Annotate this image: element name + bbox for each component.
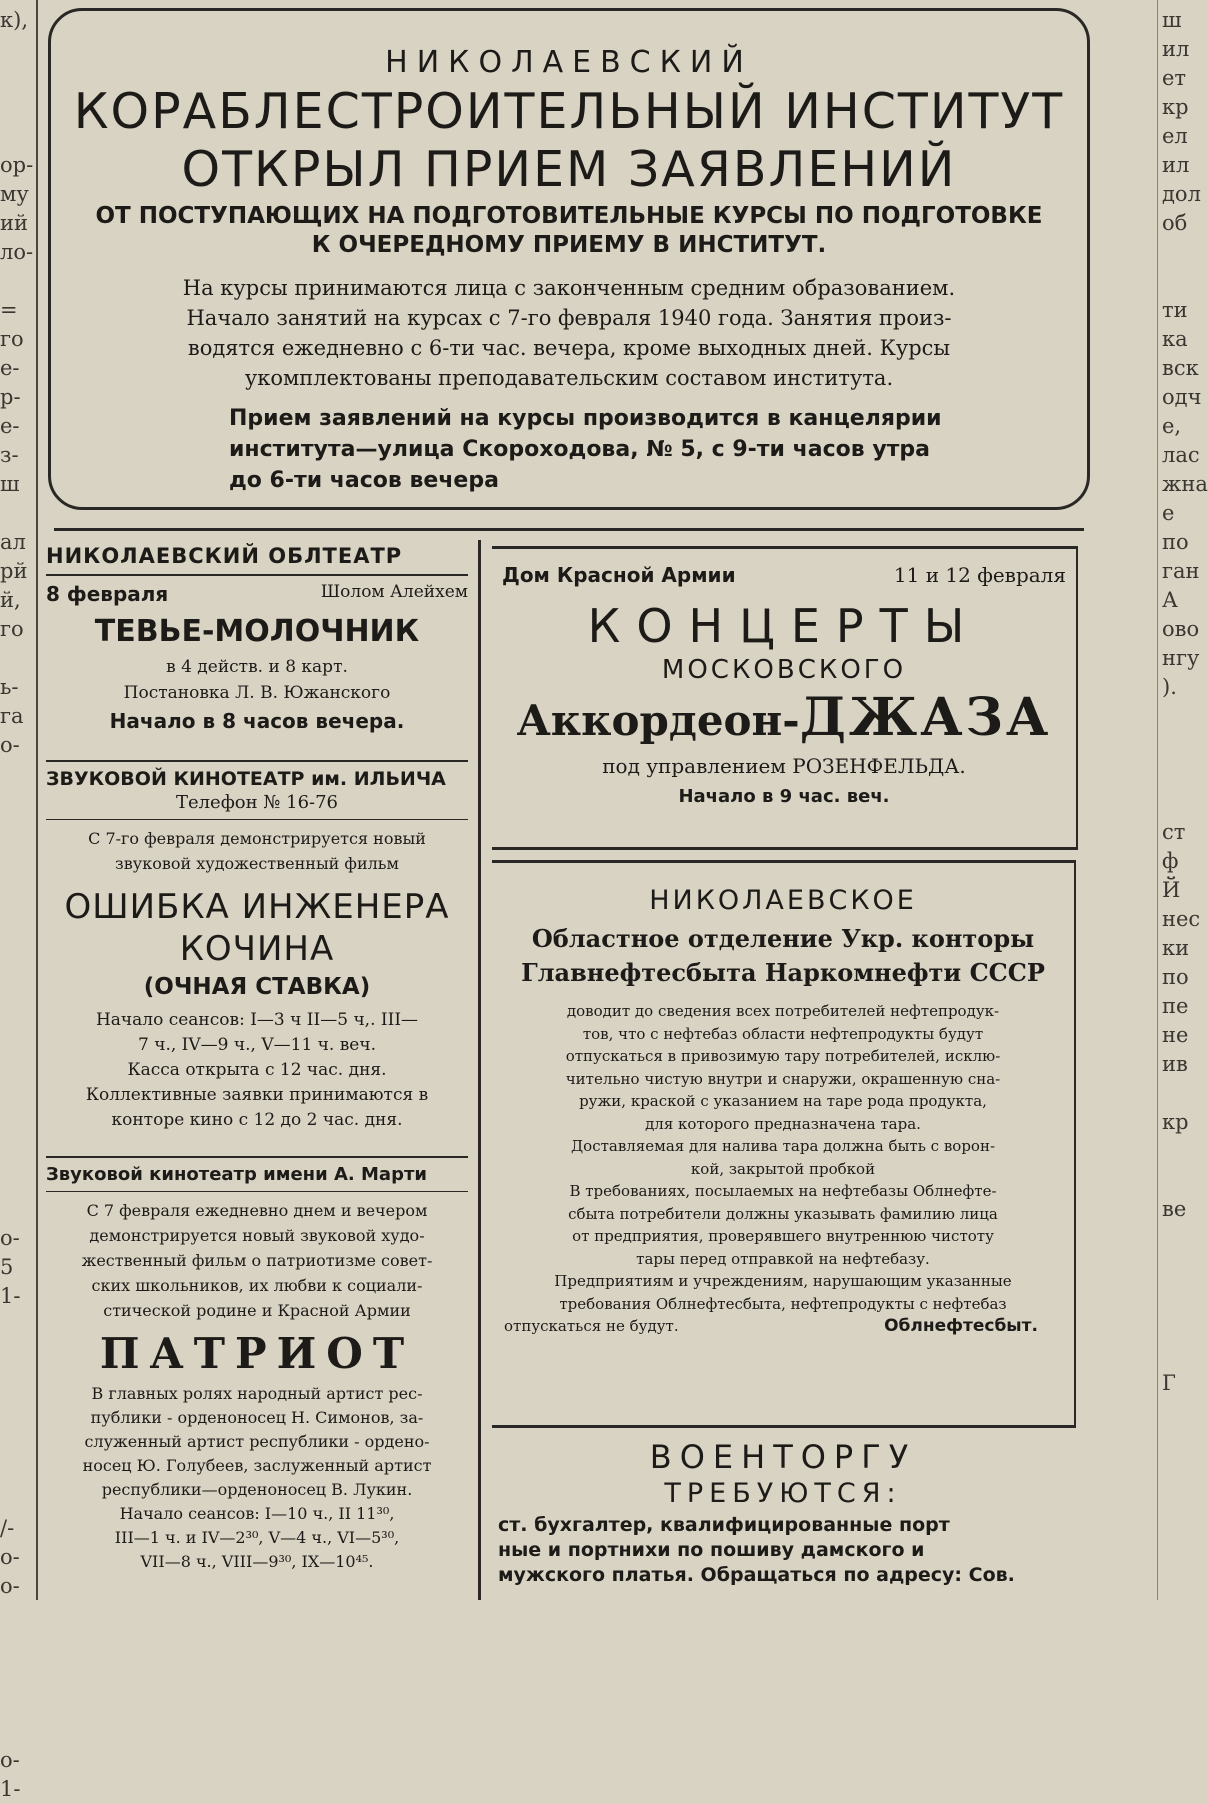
gutter-fragment: ф <box>1162 849 1179 873</box>
gutter-fragment <box>1162 238 1200 267</box>
text-line: В главных ролях народный артист рес- <box>91 1384 423 1403</box>
text-line: ст. бухгалтер, квалифицированные порт <box>498 1514 950 1536</box>
concert-conductor: под управлением РОЗЕНФЕЛЬДА. <box>602 754 966 778</box>
divider-rule <box>54 528 1084 531</box>
text-line: тов, что с нефтебаз области нефтепродукты будут <box>582 1024 984 1043</box>
gutter-fragment <box>0 905 36 934</box>
gutter-fragment <box>0 1108 36 1137</box>
gutter-fragment: ). <box>1162 675 1177 699</box>
cinema-marti-intro <box>46 1198 468 1323</box>
text-line: мужского платья. Обращаться по адресу: Сов. <box>498 1564 1015 1586</box>
text-line: носец Ю. Голубеев, заслуженный артист <box>82 1456 432 1475</box>
gutter-fragment <box>0 1079 36 1108</box>
gutter-fragment <box>0 1311 36 1340</box>
text-line: конторе кино с 12 до 2 час. дня. <box>111 1110 403 1130</box>
gutter-fragment <box>1162 267 1200 296</box>
concert-line2: МОСКОВСКОГО <box>661 655 907 685</box>
gutter-fragment: ет <box>1162 66 1187 90</box>
theatre-staging: Постановка Л. В. Южанского <box>123 683 391 703</box>
theatre-header: НИКОЛАЕВСКИЙ ОБЛТЕАТР <box>46 544 468 576</box>
gutter-fragment: одч <box>1162 385 1202 409</box>
gutter-fragment <box>0 760 36 789</box>
gutter-fragment: нес <box>1162 907 1201 931</box>
text-line: Начало сеансов: I—3 ч II—5 ч,. III— <box>95 1010 419 1030</box>
voentorg-header: ВОЕНТОРГУ <box>649 1438 917 1476</box>
gutter-fragment: по <box>1162 530 1189 554</box>
gutter-fragment: лас <box>1162 443 1200 467</box>
gutter-fragment: ово <box>1162 617 1200 641</box>
body-line: укомплектованы преподавательским составом института. <box>244 366 894 390</box>
text-line: тары перед отправкой на нефтебазу. <box>636 1249 930 1268</box>
gutter-fragment: р- <box>0 385 21 409</box>
gutter-fragment <box>1162 1137 1200 1166</box>
gutter-fragment: жна <box>1162 472 1208 496</box>
text-line: демонстрируется новый звуковой худо- <box>89 1226 425 1245</box>
institute-name-line: НИКОЛАЕВСКИЙ <box>385 45 753 80</box>
gutter-fragment <box>0 644 36 673</box>
gutter-fragment <box>0 1195 36 1224</box>
cinema-ilyich-ad <box>46 768 468 1133</box>
gutter-fragment: ло- <box>0 240 34 264</box>
gutter-fragment: /- <box>0 1516 15 1540</box>
text-line: чительно чистую внутри и снаружи, окрашенную сна- <box>565 1069 1001 1088</box>
gutter-fragment <box>1162 1253 1200 1282</box>
gutter-fragment <box>0 934 36 963</box>
gutter-fragment: ор- <box>0 153 34 177</box>
left-gutter-column <box>0 0 38 1801</box>
title-line: Областное отделение Укр. конторы <box>531 924 1035 953</box>
gutter-fragment <box>0 992 36 1021</box>
theatre-date: 8 февраля <box>46 582 169 606</box>
cinema-ilyich-film-subtitle: (ОЧНАЯ СТАВКА) <box>143 974 371 1000</box>
gutter-fragment: ш <box>1162 8 1182 32</box>
gutter-fragment: 5 <box>0 1255 14 1279</box>
gutter-fragment <box>0 267 36 296</box>
voentorg-ad <box>492 1432 1074 1588</box>
text-line: ружи, краской с указанием на таре рода продукта, <box>579 1092 987 1110</box>
right-gutter-column <box>1157 0 1208 1600</box>
oil-notice <box>492 860 1076 1428</box>
gutter-fragment: ий <box>0 211 28 235</box>
gutter-fragment: об <box>1162 211 1188 235</box>
voentorg-body <box>492 1513 1074 1588</box>
concert-line3 <box>492 687 1076 748</box>
gutter-fragment <box>1162 1079 1200 1108</box>
gutter-fragment: го <box>0 617 24 641</box>
gutter-fragment <box>1162 760 1200 789</box>
gutter-fragment: ки <box>1162 936 1190 960</box>
gutter-fragment: го <box>0 327 24 351</box>
text-line: требования Облнефтесбыта, нефтепродукты с нефтебаз <box>559 1294 1007 1313</box>
text-line: С 7-го февраля демонстрируется новый <box>88 829 426 848</box>
text-line: III—1 ч. и IV—2³⁰, V—4 ч., VI—5³⁰, <box>114 1528 400 1547</box>
gutter-fragment: 1- <box>0 1284 21 1308</box>
cinema-ilyich-intro <box>46 826 468 876</box>
bold-line: Прием заявлений на курсы производится в канцелярии <box>229 406 942 431</box>
gutter-fragment: к), <box>0 8 28 32</box>
gutter-fragment: е <box>1162 501 1175 525</box>
oil-header: НИКОЛАЕВСКОЕ <box>649 885 917 916</box>
gutter-fragment: е, <box>1162 414 1182 438</box>
gutter-fragment: ка <box>1162 327 1188 351</box>
gutter-fragment: о- <box>0 1748 20 1772</box>
gutter-fragment: ган <box>1162 559 1200 583</box>
gutter-fragment: ел <box>1162 124 1188 148</box>
gutter-fragment <box>1162 1340 1200 1369</box>
divider-rule <box>46 760 468 762</box>
gutter-fragment: ш <box>0 472 20 496</box>
institute-title: КОРАБЛЕСТРОИТЕЛЬНЫЙ ИНСТИТУТ <box>73 83 1065 140</box>
text-line: доводит до сведения всех потребителей нефтепродук- <box>566 1002 1000 1020</box>
gutter-fragment <box>0 1717 36 1746</box>
cinema-ilyich-phone: Телефон № 16-76 <box>175 792 339 813</box>
cinema-marti-ad <box>46 1164 468 1574</box>
gutter-fragment <box>0 1630 36 1659</box>
text-line: сбыта потребители должны указывать фамилию лица <box>568 1204 998 1223</box>
oil-signature: Облнефтесбыт. <box>884 1316 1038 1336</box>
film-title-line: КОЧИНА <box>179 929 335 969</box>
film-title-line: ОШИБКА ИНЖЕНЕРА <box>64 887 450 927</box>
cinema-ilyich-header: ЗВУКОВОЙ КИНОТЕАТР им. ИЛЬИЧА <box>46 768 446 790</box>
gutter-fragment: кр <box>1162 1110 1189 1134</box>
body-line: водятся ежедневно с 6-ти час. вечера, кроме выходных дней. Курсы <box>187 336 951 360</box>
gutter-fragment <box>0 1369 36 1398</box>
text-line: Коллективные заявки принимаются в <box>85 1085 429 1105</box>
text-line: публики - орденоносец Н. Симонов, за- <box>90 1408 424 1427</box>
gutter-fragment: ал <box>0 530 26 554</box>
gutter-fragment <box>0 1456 36 1485</box>
concert-ad <box>492 546 1078 850</box>
text-line: жественный фильм о патриотизме совет- <box>81 1251 433 1270</box>
cinema-marti-header: Звуковой кинотеатр имени А. Марти <box>46 1164 428 1185</box>
text-line: Начало сеансов: I—10 ч., II 11³⁰, <box>119 1504 395 1523</box>
gutter-fragment <box>0 1137 36 1166</box>
gutter-fragment <box>0 847 36 876</box>
theatre-acts: в 4 действ. и 8 карт. <box>166 657 348 677</box>
institute-opened-line: ОТКРЫЛ ПРИЕМ ЗАЯВЛЕНИЙ <box>181 141 957 198</box>
text-line: Предприятиям и учреждениям, нарушающим указанные <box>554 1272 1012 1290</box>
cinema-marti-cast <box>46 1382 468 1574</box>
institute-ad <box>48 8 1090 510</box>
newspaper-page <box>40 0 1154 1600</box>
gutter-fragment: ст <box>1162 820 1186 844</box>
gutter-fragment <box>1162 1282 1200 1311</box>
cinema-ilyich-film-title <box>46 886 468 970</box>
concert-dates: 11 и 12 февраля <box>893 563 1066 587</box>
gutter-fragment: о- <box>0 1226 20 1250</box>
title-line: Главнефтесбыта Наркомнефти СССР <box>521 958 1045 987</box>
body-line: На курсы принимаются лица с законченным средним образованием. <box>182 276 956 300</box>
gutter-fragment <box>0 1166 36 1195</box>
gutter-fragment: = <box>0 298 18 322</box>
gutter-fragment <box>0 122 36 151</box>
gutter-fragment <box>0 789 36 818</box>
gutter-fragment: не <box>1162 1023 1189 1047</box>
gutter-fragment <box>0 1688 36 1717</box>
institute-body <box>71 273 1067 393</box>
cinema-marti-film-title: ПАТРИОТ <box>99 1329 415 1378</box>
gutter-fragment <box>1162 702 1200 731</box>
bold-line: до 6-ти часов вечера <box>229 468 499 493</box>
text-line: от предприятия, проверявшего внутреннюю чистоту <box>572 1227 994 1245</box>
gutter-fragment <box>0 1021 36 1050</box>
gutter-fragment <box>0 876 36 905</box>
column-divider <box>478 540 481 1600</box>
gutter-fragment: по <box>1162 965 1189 989</box>
gutter-fragment: ил <box>1162 153 1190 177</box>
text-line: для которого предназначена тара. <box>645 1114 921 1133</box>
gutter-fragment: ив <box>1162 1052 1188 1076</box>
concert-accordion: Аккордеон- <box>516 696 800 745</box>
theatre-author: Шолом Алейхем <box>320 582 468 602</box>
gutter-fragment: ь- <box>0 675 19 699</box>
gutter-fragment: 1- <box>0 1777 21 1801</box>
gutter-fragment <box>0 1485 36 1514</box>
text-line: 7 ч., IV—9 ч., V—11 ч. веч. <box>138 1035 376 1055</box>
institute-subtitle-1: ОТ ПОСТУПАЮЩИХ НА ПОДГОТОВИТЕЛЬНЫЕ КУРСЫ ПО ПОДГОТОВКЕ <box>95 203 1043 229</box>
gutter-fragment <box>0 1340 36 1369</box>
text-line: В требованиях, посылаемых на нефтебазы Облнефте- <box>569 1182 997 1200</box>
gutter-fragment: пе <box>1162 994 1189 1018</box>
gutter-fragment: й, <box>0 588 21 612</box>
gutter-fragment: е- <box>0 414 20 438</box>
theatre-play-title: ТЕВЬЕ-МОЛОЧНИК <box>94 614 420 649</box>
gutter-fragment <box>0 1050 36 1079</box>
gutter-fragment <box>0 1427 36 1456</box>
gutter-fragment <box>1162 1166 1200 1195</box>
gutter-fragment: е- <box>0 356 20 380</box>
text-line: отпускаться в привозимую тару потребителей, исклю- <box>565 1047 1001 1065</box>
gutter-fragment: кр <box>1162 95 1189 119</box>
text-line: стической родине и Красной Армии <box>103 1301 411 1320</box>
gutter-fragment <box>0 1601 36 1630</box>
gutter-fragment <box>0 499 36 528</box>
text-line: республики—орденоносец В. Лукин. <box>101 1480 413 1499</box>
gutter-fragment <box>0 93 36 122</box>
institute-subtitle-2: К ОЧЕРЕДНОМУ ПРИЕМУ В ИНСТИТУТ. <box>311 232 827 258</box>
oil-title <box>492 922 1074 990</box>
bold-line: института—улица Скороходова, № 5, с 9-ти часов утра <box>229 437 931 462</box>
text-line: отпускаться не будут. <box>504 1317 679 1335</box>
text-line: Касса открыта с 12 час. дня. <box>127 1060 387 1080</box>
text-line: кой, закрытой пробкой <box>690 1159 876 1178</box>
gutter-fragment <box>0 818 36 847</box>
text-line: ные и портнихи по пошиву дамского и <box>498 1539 925 1561</box>
text-line: VII—8 ч., VIII—9³⁰, IX—10⁴⁵. <box>140 1552 374 1571</box>
text-line: Доставляемая для налива тара должна быть с ворон- <box>570 1137 996 1155</box>
theatre-start: Начало в 8 часов вечера. <box>109 709 405 733</box>
gutter-fragment: вск <box>1162 356 1199 380</box>
theatre-ad <box>46 544 468 733</box>
gutter-fragment <box>0 64 36 93</box>
gutter-fragment: о- <box>0 1574 20 1598</box>
gutter-fragment: нгу <box>1162 646 1200 670</box>
gutter-fragment: о- <box>0 733 20 757</box>
gutter-fragment: з- <box>0 443 19 467</box>
text-line: звуковой художественный фильм <box>115 854 399 873</box>
gutter-fragment: А <box>1162 588 1178 612</box>
divider-rule <box>46 1156 468 1158</box>
gutter-fragment: Й <box>1162 878 1181 902</box>
gutter-fragment <box>1162 1311 1200 1340</box>
text-line: служенный артист республики - ордено- <box>84 1432 430 1451</box>
gutter-fragment <box>1162 789 1200 818</box>
gutter-fragment: ил <box>1162 37 1190 61</box>
gutter-fragment <box>0 963 36 992</box>
gutter-fragment: Г <box>1162 1371 1176 1395</box>
gutter-fragment <box>0 35 36 64</box>
gutter-fragment <box>1162 1224 1200 1253</box>
text-line: С 7 февраля ежедневно днем и вечером <box>86 1201 428 1220</box>
gutter-fragment: о- <box>0 1545 20 1569</box>
gutter-fragment <box>0 1659 36 1688</box>
gutter-fragment <box>1162 731 1200 760</box>
gutter-fragment: ти <box>1162 298 1188 322</box>
gutter-fragment: ве <box>1162 1197 1187 1221</box>
gutter-fragment <box>0 1398 36 1427</box>
concert-title: КОНЦЕРТЫ <box>587 599 981 653</box>
cinema-ilyich-sessions <box>46 1008 468 1133</box>
gutter-fragment: дол <box>1162 182 1201 206</box>
concert-venue: Дом Красной Армии <box>502 563 736 587</box>
gutter-fragment: га <box>0 704 24 728</box>
concert-jazz: ДЖАЗА <box>799 687 1052 748</box>
institute-address-block <box>229 403 1067 496</box>
voentorg-subheader: ТРЕБУЮТСЯ: <box>664 1478 902 1509</box>
body-line: Начало занятий на курсах с 7-го февраля 1940 года. Занятия произ- <box>186 306 952 330</box>
concert-start: Начало в 9 час. веч. <box>678 786 890 807</box>
text-line: ских школьников, их любви к социали- <box>91 1276 423 1295</box>
gutter-fragment: рй <box>0 559 28 583</box>
oil-body <box>492 1000 1074 1339</box>
gutter-fragment: му <box>0 182 29 206</box>
